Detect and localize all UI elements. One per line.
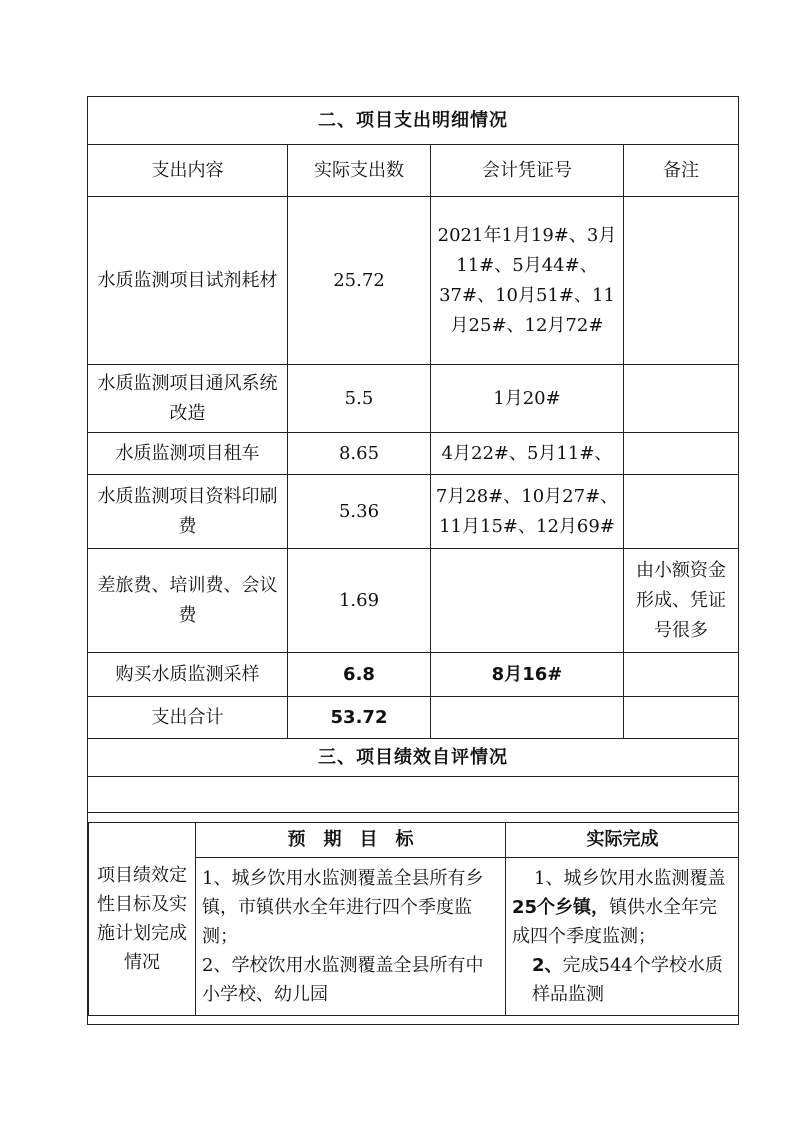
table-row: [88, 475, 739, 549]
row-note: [624, 653, 739, 697]
row-voucher: 7月28#、10月27#、11月15#、12月69#: [431, 475, 624, 549]
actual-1-pre: 1、城乡饮用水监测覆盖: [534, 867, 726, 889]
total-row: [88, 697, 739, 739]
row-note: [624, 365, 739, 433]
table-row: [88, 365, 739, 433]
row-content: 水质监测项目试剂耗材: [88, 197, 288, 365]
actual-1-post: 镇供水全年完成四个季度监测；: [512, 896, 718, 947]
row-voucher: 1月20#: [431, 365, 624, 433]
table-row: [88, 549, 739, 653]
actual-item-2: [512, 951, 733, 1009]
row-content: 差旅费、培训费、会议费: [88, 549, 288, 653]
actual-results: [506, 857, 739, 1015]
actual-2-text: 完成544个学校水质样品监测: [532, 954, 723, 1005]
table-row: [88, 433, 739, 475]
row-voucher: 4月22#、5月11#、: [431, 433, 624, 475]
row-note: [624, 197, 739, 365]
row-content: 水质监测项目资料印刷费: [88, 475, 288, 549]
actual-1-bold: 25个乡镇，: [512, 896, 610, 918]
row-note: 由小额资金形成、凭证号很多: [624, 549, 739, 653]
actual-2-num: 2、: [532, 954, 563, 976]
actual-header: 实际完成: [506, 822, 739, 857]
expected-header: 预 期 目 标: [196, 822, 506, 857]
total-amount: 53.72: [288, 697, 431, 739]
row-amount: 1.69: [288, 549, 431, 653]
total-voucher: [431, 697, 624, 739]
blank-row: [88, 777, 739, 813]
total-label: 支出合计: [88, 697, 288, 739]
header-voucher: 会计凭证号: [431, 145, 624, 197]
row-note: [624, 433, 739, 475]
expected-item-2: 2、学校饮用水监测覆盖全县所有中小学校、幼儿园: [202, 954, 484, 1005]
actual-item-1: [512, 864, 733, 951]
row-amount: 5.5: [288, 365, 431, 433]
row-voucher: [431, 549, 624, 653]
header-amount: 实际支出数: [288, 145, 431, 197]
section-3-title: 三、项目绩效自评情况: [88, 739, 739, 777]
row-amount: 6.8: [288, 653, 431, 697]
performance-label: 项目绩效定性目标及实施计划完成情况: [89, 822, 196, 1015]
expense-table: [87, 96, 739, 1025]
table-row: [88, 653, 739, 697]
row-content: 水质监测项目通风系统改造: [88, 365, 288, 433]
row-content: 购买水质监测采样: [88, 653, 288, 697]
performance-block: [88, 813, 739, 1025]
row-voucher: 2021年1月19#、3月11#、5月44#、37#、10月51#、11月25#、12月72#: [431, 197, 624, 365]
table-row: [88, 197, 739, 365]
total-note: [624, 697, 739, 739]
row-amount: 5.36: [288, 475, 431, 549]
expected-item-1: 1、城乡饮用水监测覆盖全县所有乡镇，市镇供水全年进行四个季度监测；: [202, 867, 484, 947]
row-content: 水质监测项目租车: [88, 433, 288, 475]
section-2-title: 二、项目支出明细情况: [88, 97, 739, 145]
row-note: [624, 475, 739, 549]
row-voucher: 8月16#: [431, 653, 624, 697]
expected-goals: [196, 857, 506, 1015]
row-amount: 25.72: [288, 197, 431, 365]
header-note: 备注: [624, 145, 739, 197]
row-amount: 8.65: [288, 433, 431, 475]
header-content: 支出内容: [88, 145, 288, 197]
